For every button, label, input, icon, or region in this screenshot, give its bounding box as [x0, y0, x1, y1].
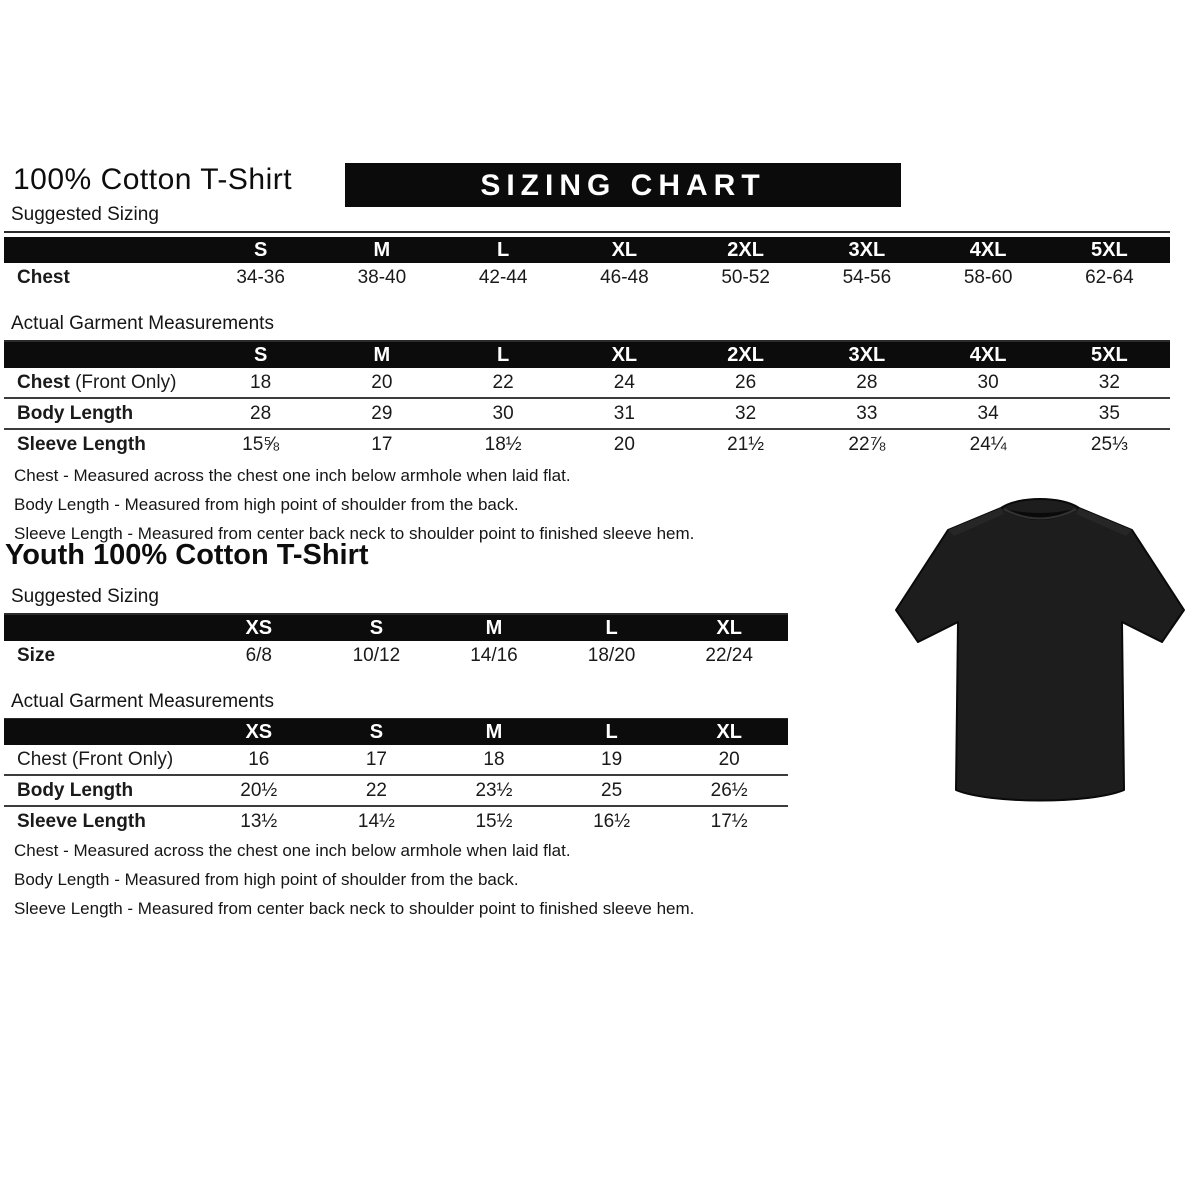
tshirt-body — [896, 499, 1184, 801]
table-row — [4, 263, 1170, 292]
size-column-header: 5XL — [1091, 343, 1128, 366]
size-value-cell: 30 — [492, 402, 514, 424]
table-row — [4, 745, 788, 774]
size-column-header: L — [605, 720, 618, 743]
adult-measurement-notes — [14, 461, 694, 548]
size-value-cell: 21½ — [727, 433, 765, 455]
table-row — [4, 641, 788, 670]
size-value-cell: 23½ — [475, 779, 513, 801]
size-column-header: L — [497, 343, 510, 366]
size-column-header: XL — [716, 720, 742, 743]
size-value-cell: 18 — [250, 371, 272, 393]
size-value-cell: 26 — [735, 371, 757, 393]
size-value-cell: 34-36 — [236, 266, 285, 288]
size-column-header: 5XL — [1091, 238, 1128, 261]
size-value-cell: 18/20 — [587, 644, 636, 666]
size-value-cell: 19 — [601, 748, 623, 770]
row-label: Chest — [17, 266, 70, 288]
adult-suggested-sizing-table — [4, 237, 1170, 292]
black-tshirt-photo — [886, 468, 1194, 816]
table-header-row — [4, 342, 1170, 368]
size-value-cell: 10/12 — [352, 644, 401, 666]
size-column-header: XL — [611, 343, 638, 366]
size-column-header: S — [253, 343, 268, 366]
size-value-cell: 16½ — [593, 810, 631, 832]
row-label: Chest (Front Only) — [17, 371, 177, 393]
size-value-cell: 20 — [613, 433, 635, 455]
size-value-cell: 22/24 — [705, 644, 753, 666]
size-column-header: S — [369, 616, 384, 639]
adult-suggested-sizing-label: Suggested Sizing — [4, 204, 1170, 233]
size-column-header: L — [605, 616, 618, 639]
size-value-cell: 26½ — [710, 779, 748, 801]
size-value-cell: 17½ — [710, 810, 748, 832]
size-column-header: 4XL — [969, 343, 1007, 366]
size-value-cell: 15½ — [475, 810, 513, 832]
size-value-cell: 18 — [483, 748, 505, 770]
size-column-header: M — [485, 616, 503, 639]
youth-section-title: Youth 100% Cotton T-Shirt — [5, 539, 369, 571]
size-value-cell: 20½ — [240, 779, 278, 801]
size-value-cell: 38-40 — [357, 266, 407, 288]
table-row — [4, 368, 1170, 397]
size-value-cell: 30 — [977, 371, 999, 393]
size-value-cell: 46-48 — [600, 266, 649, 288]
adult-measurements-label: Actual Garment Measurements — [4, 313, 1170, 342]
size-value-cell: 24 — [613, 371, 635, 393]
size-column-header: XS — [245, 720, 273, 743]
table-row — [4, 397, 1170, 428]
size-value-cell: 28 — [250, 402, 272, 424]
youth-measurements-table — [4, 719, 788, 836]
row-label: Sleeve Length — [17, 433, 146, 455]
size-value-cell: 22⅞ — [848, 433, 886, 455]
page-title: 100% Cotton T-Shirt — [13, 163, 293, 196]
size-column-header: XL — [611, 238, 638, 261]
adult-measurements-table — [4, 342, 1170, 459]
note-body-length: Body Length - Measured from high point of shoulder from the back. — [14, 870, 519, 889]
youth-measurements-label: Actual Garment Measurements — [4, 691, 788, 720]
size-value-cell: 34 — [977, 402, 999, 424]
size-value-cell: 54-56 — [842, 266, 892, 288]
size-value-cell: 20 — [718, 748, 740, 770]
row-label: Chest (Front Only) — [17, 748, 174, 770]
size-column-header: L — [497, 238, 510, 261]
size-value-cell: 20 — [371, 371, 393, 393]
size-value-cell: 14½ — [357, 810, 395, 832]
row-label: Size — [17, 644, 56, 666]
size-value-cell: 25⅓ — [1090, 433, 1128, 455]
note-body-length: Body Length - Measured from high point of shoulder from the back. — [14, 495, 519, 514]
note-sleeve-length: Sleeve Length - Measured from center back neck to shoulder point to finished sleeve hem. — [14, 899, 695, 918]
youth-suggested-sizing-table — [4, 615, 788, 670]
table-header-row — [4, 237, 1170, 263]
size-value-cell: 29 — [371, 402, 393, 424]
size-value-cell: 28 — [856, 371, 878, 393]
size-value-cell: 17 — [371, 433, 393, 455]
youth-measurement-notes — [14, 836, 694, 923]
table-header-row — [4, 719, 788, 745]
size-column-header: M — [485, 720, 503, 743]
size-value-cell: 22 — [492, 371, 514, 393]
size-value-cell: 50-52 — [721, 266, 770, 288]
table-header-row — [4, 615, 788, 641]
sizing-chart-banner: SIZING CHART — [345, 163, 901, 207]
size-value-cell: 22 — [365, 779, 387, 801]
size-column-header: 3XL — [848, 238, 886, 261]
size-column-header: 2XL — [727, 238, 764, 261]
table-row — [4, 428, 1170, 459]
size-column-header: 3XL — [848, 343, 886, 366]
size-column-header: M — [373, 343, 391, 366]
note-chest: Chest - Measured across the chest one inch below armhole when laid flat. — [14, 841, 571, 860]
size-value-cell: 32 — [1098, 371, 1120, 393]
note-chest: Chest - Measured across the chest one inch below armhole when laid flat. — [14, 466, 571, 485]
size-value-cell: 14/16 — [470, 644, 518, 666]
youth-suggested-sizing-label: Suggested Sizing — [4, 586, 788, 615]
row-label: Body Length — [17, 779, 134, 801]
size-value-cell: 17 — [365, 748, 387, 770]
table-row — [4, 805, 788, 836]
size-column-header: S — [253, 238, 268, 261]
size-value-cell: 15⅝ — [242, 433, 280, 455]
size-column-header: XL — [716, 616, 742, 639]
note-sleeve-length: Sleeve Length - Measured from center back neck to shoulder point to finished sleeve hem. — [14, 524, 695, 543]
size-value-cell: 24¼ — [969, 433, 1007, 455]
size-value-cell: 62-64 — [1085, 266, 1134, 288]
size-column-header: S — [369, 720, 384, 743]
size-value-cell: 18½ — [484, 433, 522, 455]
size-value-cell: 16 — [248, 748, 270, 770]
size-value-cell: 6/8 — [245, 644, 272, 666]
size-value-cell: 42-44 — [478, 266, 528, 288]
size-value-cell: 33 — [856, 402, 878, 424]
size-value-cell: 25 — [601, 779, 623, 801]
size-value-cell: 31 — [613, 402, 635, 424]
size-value-cell: 35 — [1098, 402, 1120, 424]
row-label: Body Length — [17, 402, 134, 424]
size-column-header: 4XL — [969, 238, 1007, 261]
size-value-cell: 58-60 — [963, 266, 1013, 288]
size-column-header: M — [373, 238, 391, 261]
size-value-cell: 32 — [735, 402, 757, 424]
size-column-header: 2XL — [727, 343, 764, 366]
row-label: Sleeve Length — [17, 810, 146, 832]
size-value-cell: 13½ — [240, 810, 278, 832]
table-row — [4, 774, 788, 805]
size-column-header: XS — [245, 616, 273, 639]
tshirt-image — [886, 468, 1194, 816]
